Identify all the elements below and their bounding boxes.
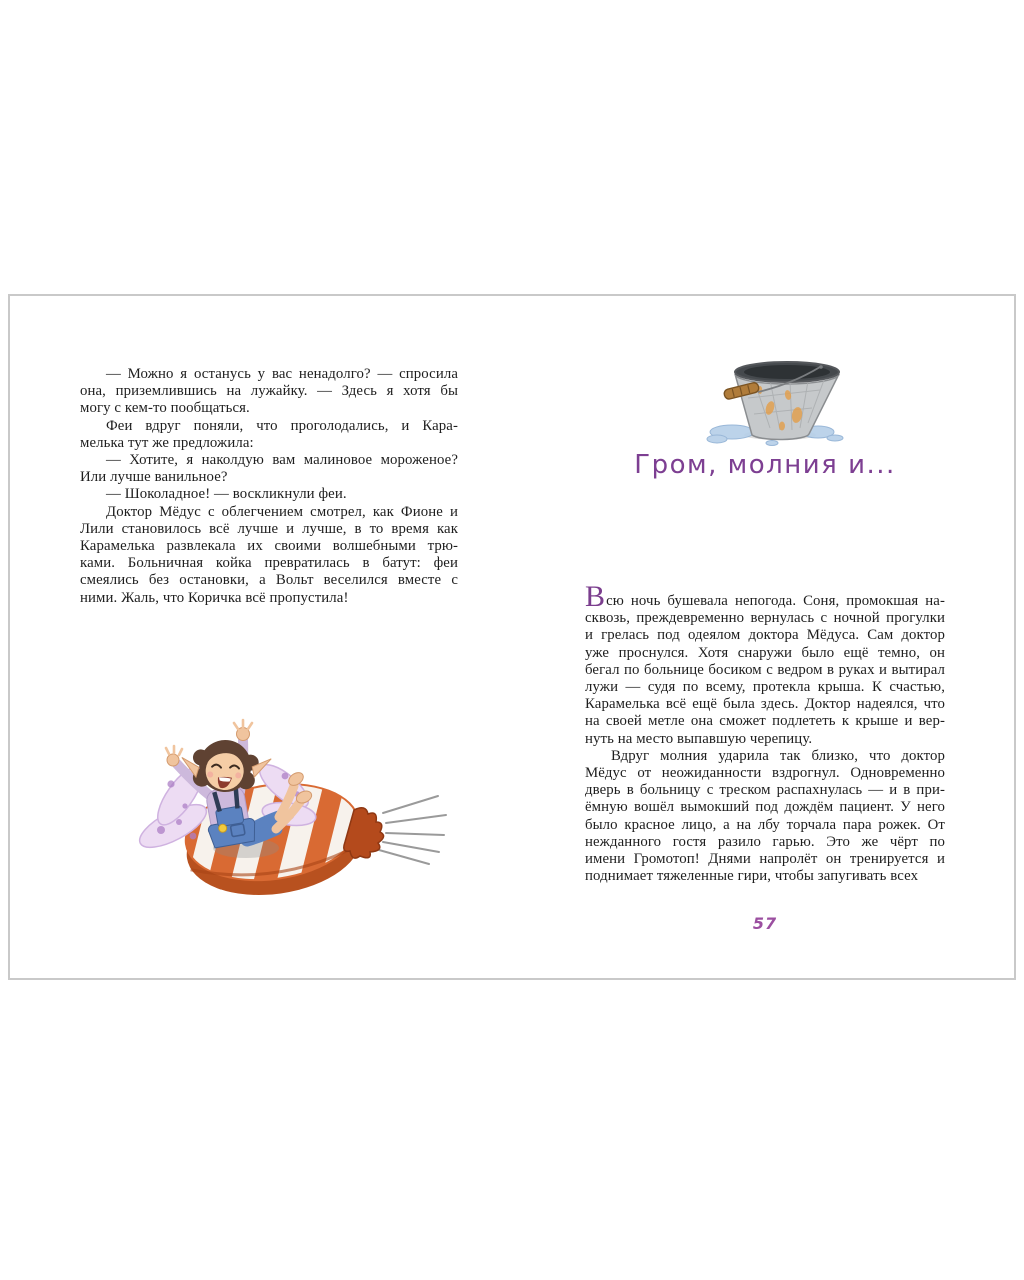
paragraph <box>80 418 458 452</box>
text-line: лужи — судя по всему, протекла крыша. К счастью, <box>585 679 945 696</box>
text-line: Всю ночь бушевала непогода. Соня, промокшая на- <box>585 580 945 613</box>
paragraph <box>585 748 945 886</box>
paragraph <box>80 452 458 486</box>
text-line: Доктор Мёдус с облегчением смотрел, как Фионе и <box>106 503 458 520</box>
text-line: бегал по больнице босиком с ведром в руках и вытирал <box>585 661 945 678</box>
text-line: имени Громотоп! Днями напролёт он тренируется и <box>585 851 945 868</box>
text-line: ёмную вошёл вымокший под дождём пациент. У него <box>585 799 945 816</box>
text-line: на своей метле она сможет подлететь к крыше и вер- <box>585 713 945 730</box>
text-line: нежданного гостя разило гарью. Это же чёрт по <box>585 833 945 850</box>
text-line: Лили становилось всё лучше и лучше, в то время как <box>80 520 458 537</box>
page-number: 57 <box>752 914 778 933</box>
paragraph <box>80 504 458 607</box>
left-page-text-column <box>80 366 458 607</box>
text-line: Вдруг молния ударила так близко, что доктор <box>611 747 945 764</box>
drop-cap: В <box>585 580 606 613</box>
text-line: дверь в больницу с треском распахнулась — и в при- <box>585 782 945 799</box>
text-line: нуть на место выпавшую черепицу. <box>585 730 813 747</box>
text-line: ками. Больничная койка превратилась в батут: феи <box>80 555 458 572</box>
text-line: сквозь, преждевременно вернулась с ночной прогулки <box>585 610 945 627</box>
text-line: она, приземлившись на лужайку. — Здесь я хотя бы <box>80 383 458 400</box>
right-page-text-column <box>585 580 945 885</box>
text-line: мелька тут же предложила: <box>80 434 254 451</box>
text-line: — Хотите, я наколдую вам малиновое мороженое? <box>106 452 458 469</box>
text-line: — Шоколадное! — воскликнули феи. <box>106 486 347 503</box>
text-line: ними. Жаль, что Коричка всё пропустила! <box>80 589 349 606</box>
text-line: Или лучше ванильное? <box>80 469 228 486</box>
paragraph <box>80 366 458 418</box>
text-line: — Можно я останусь у вас ненадолго? — спросила <box>106 366 458 382</box>
text-line: Карамелька всё ещё была здесь. Доктор надеялся, что <box>585 696 945 713</box>
text-line: поднимает тяжеленные гири, чтобы запугивать всех <box>585 868 919 885</box>
paragraph <box>585 580 945 748</box>
text-line: и грелась под одеялом доктора Мёдуса. Сам доктор <box>585 627 945 644</box>
chapter-title: Гром, молния и... <box>634 450 896 480</box>
text-line: Мёдус от неожиданности вздрогнул. Одновременно <box>585 765 945 782</box>
bucket-illustration <box>700 348 850 448</box>
fairy-on-candy-trampoline-illustration <box>133 718 455 920</box>
text-line: было красное лицо, а на лбу торчала пара рожек. От <box>585 816 945 833</box>
motion-lines-icon <box>379 796 446 864</box>
text-line: могу с кем-то пообщаться. <box>80 400 250 417</box>
text-line: уже проснулся. Хотя снаружи было ещё темно, он <box>585 644 945 661</box>
text-line: смеялись без остановки, а Вольт веселился вместе с <box>80 572 458 589</box>
text-line: Феи вдруг поняли, что проголодались, и Кара- <box>106 417 458 434</box>
text-line: Карамелька развлекала их своими волшебными трю- <box>80 538 458 555</box>
paragraph <box>80 486 458 503</box>
